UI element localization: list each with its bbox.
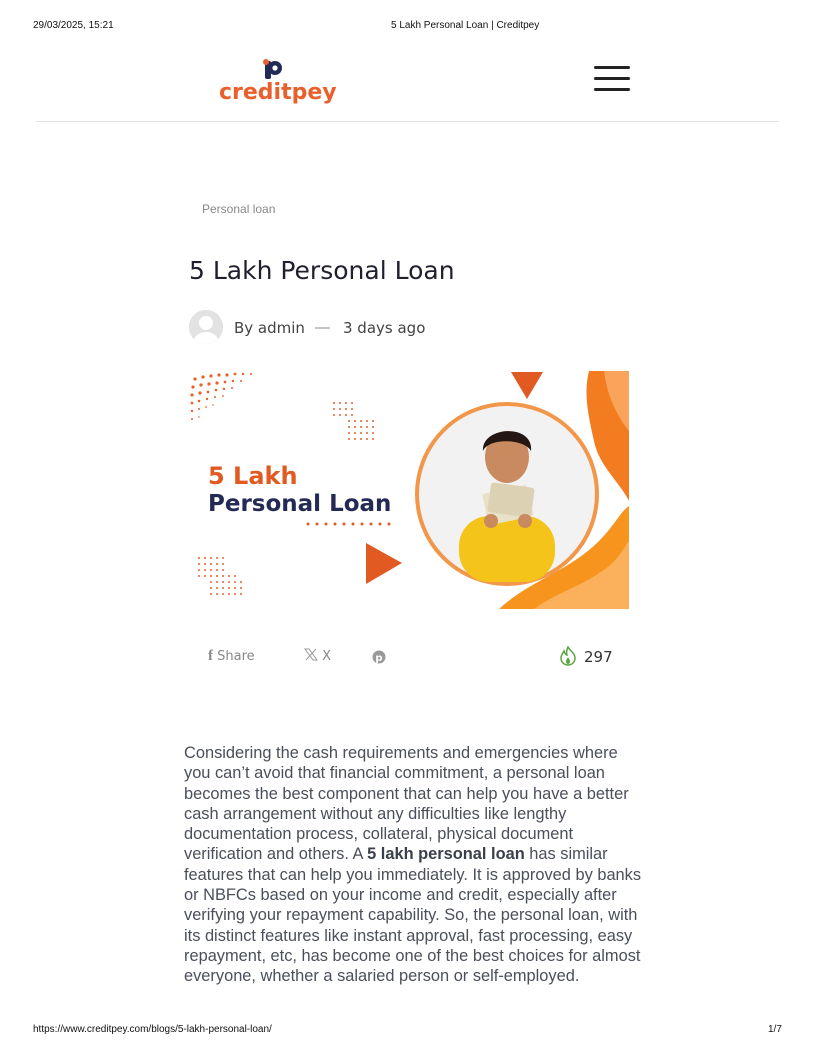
keyword-highlight: 5 lakh personal loan xyxy=(367,845,525,864)
hero-line2: Personal Loan xyxy=(208,491,392,517)
menu-line-icon xyxy=(594,66,630,69)
fire-icon xyxy=(558,646,578,666)
facebook-share-label: Share xyxy=(217,649,255,664)
intro-text-end: has similar features that can help you immediately. It is approved by banks or NBFCs based on your income and credit, especially after verifying your repayment capability. So, the personal loan, with its distinct features like instant approval, fast processing, easy repayment, etc, has become one of the best choices for almost everyone, whether a salaried person or self-employed. xyxy=(184,845,642,986)
hamburger-menu-button[interactable] xyxy=(594,66,630,94)
x-logo-icon xyxy=(304,648,318,661)
print-datetime: 29/03/2025, 15:21 xyxy=(33,20,114,31)
facebook-share-button[interactable] xyxy=(208,648,255,665)
pinterest-icon xyxy=(372,650,386,664)
x-share-button[interactable] xyxy=(304,648,331,664)
pinterest-share-button[interactable] xyxy=(372,650,386,668)
site-logo-link[interactable] xyxy=(215,55,337,110)
author-byline[interactable]: By admin xyxy=(234,319,305,337)
author-avatar xyxy=(189,310,223,344)
hero-illustration xyxy=(189,371,629,609)
menu-line-icon xyxy=(594,88,630,91)
post-date: 3 days ago xyxy=(343,319,426,337)
logo-wordmark: creditpey xyxy=(219,80,337,105)
print-footer-url: https://www.creditpey.com/blogs/5-lakh-personal-loan/ xyxy=(33,1024,272,1035)
creditpey-logo-icon xyxy=(262,58,284,82)
facebook-icon: f xyxy=(208,648,213,664)
byline-separator: — xyxy=(315,319,330,336)
article-intro-paragraph xyxy=(184,743,644,987)
hero-line1: 5 Lakh xyxy=(208,462,298,490)
category-link[interactable]: Personal loan xyxy=(202,202,276,216)
user-silhouette-icon xyxy=(189,310,223,344)
intro-text-start: Considering the cash requirements and emergencies where you can’t avoid that financial commitment, a personal loan becomes the best component that can help you have a better cash arrangement without any difficulties like lengthy documentation process, collateral, physical document verification and others. A xyxy=(184,744,629,864)
print-page-number: 1/7 xyxy=(768,1024,782,1035)
view-count: 297 xyxy=(584,648,613,666)
menu-line-icon xyxy=(594,77,630,80)
svg-text:p: p xyxy=(375,653,383,664)
print-page-title: 5 Lakh Personal Loan | Creditpey xyxy=(391,20,540,31)
featured-image xyxy=(189,371,629,609)
header-divider xyxy=(36,121,779,122)
article-title: 5 Lakh Personal Loan xyxy=(189,256,455,285)
x-share-label: X xyxy=(322,649,332,664)
